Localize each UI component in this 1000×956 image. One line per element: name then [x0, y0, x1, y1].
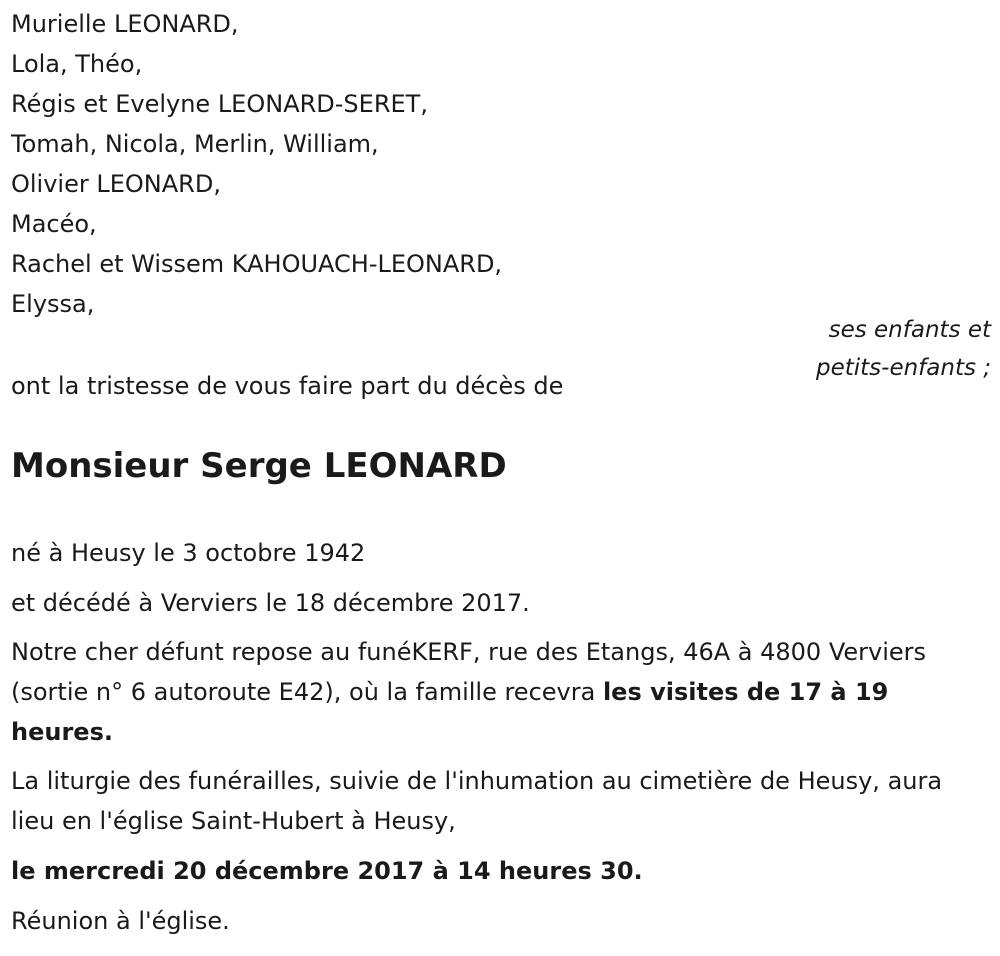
family-member: Lola, Théo,: [11, 50, 143, 78]
family-relation: [816, 311, 991, 387]
repose-text: Notre cher défunt repose au funéKERF, rue des Etangs, 46A à 4800 Verviers (sortie n° 6 autoroute E42), où la famille recevra: [11, 638, 927, 706]
family-member: Rachel et Wissem KAHOUACH-LEONARD,: [11, 250, 503, 278]
ceremony-date: le mercredi 20 décembre 2017 à 14 heures 30.: [11, 857, 643, 885]
relation-line-2: petits-enfants ;: [815, 355, 991, 381]
deceased-name: Monsieur Serge LEONARD: [11, 446, 507, 486]
gathering-info: Réunion à l'église.: [11, 907, 230, 935]
family-members-list: [11, 4, 502, 324]
family-member: Tomah, Nicola, Merlin, William,: [11, 130, 379, 158]
repose-info: [11, 632, 986, 752]
liturgy-info: La liturgie des funérailles, suivie de l'inhumation au cimetière de Heusy, aura lieu en l'église Saint-Hubert à Heusy,: [11, 767, 943, 835]
family-member: Régis et Evelyne LEONARD-SERET,: [11, 90, 428, 118]
relation-line-1: ses enfants et: [828, 317, 991, 343]
family-member: Olivier LEONARD,: [11, 170, 221, 198]
family-member: Macéo,: [11, 210, 97, 238]
family-member: Elyssa,: [11, 290, 95, 318]
announcement-intro: ont la tristesse de vous faire part du décès de: [11, 372, 564, 400]
visits-hours: les visites de 17 à 19 heures.: [11, 678, 889, 746]
family-member: Murielle LEONARD,: [11, 10, 239, 38]
death-info: et décédé à Verviers le 18 décembre 2017.: [11, 589, 530, 617]
birth-info: né à Heusy le 3 octobre 1942: [11, 539, 366, 567]
